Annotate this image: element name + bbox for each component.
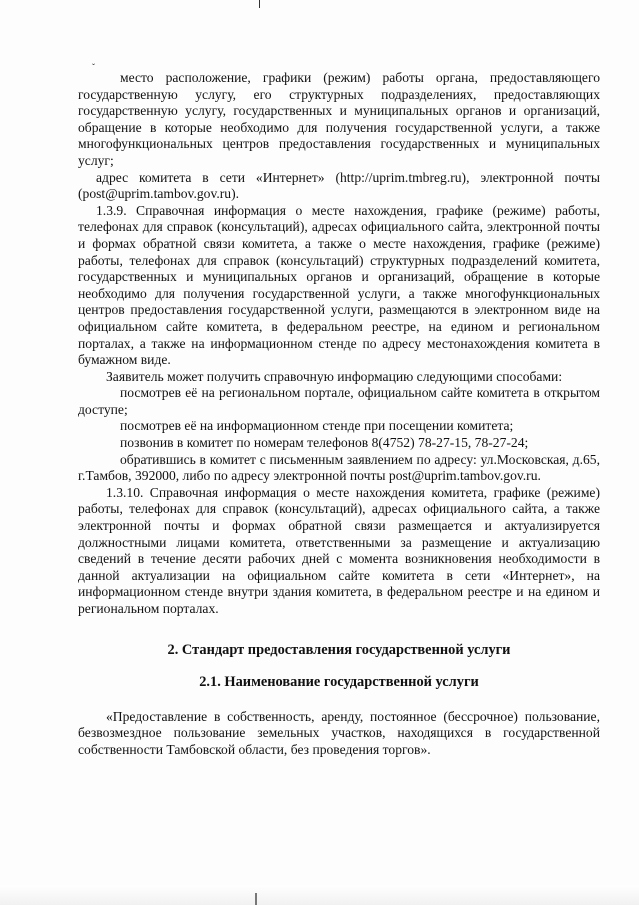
document-body [78,70,600,759]
list-item-stand: посмотрев её на информационном стенде при посещении комитета; [120,418,514,434]
list-item-phone: позвонив в комитет по номерам телефонов 8(4752) 78-27-15, 78-27-24; [120,435,529,451]
scan-speck: ˇ [92,62,95,72]
paragraph-1-3-10: 1.3.10. Справочная информация о месте нахождения комитета, графике (режиме) работы, телефонах для справок (консультаций), адресах официального сайта, а также электронной почты и формах обратной связи размещается и актуализируется должностными лицами комитета, ответственными за размещение и актуализацию сведений в течение десяти рабочих дней с момента возникновения необходимости в данной актуализации на официальном сайте комитета в сети «Интернет», на информационном стенде внутри здания комитета, в федеральном реестре и на едином и региональном порталах. [78,484,600,616]
section-heading: 2. Стандарт предоставления государственной услуги [167,641,511,658]
paragraph-applicant-methods: Заявитель может получить справочную информацию следующими способами: [106,368,563,384]
bottom-crease-mark [255,893,257,905]
paragraph-internet-address: адрес комитета в сети «Интернет» (http://uprim.tmbreg.ru), электронной почты (post@uprim.tambov.gov.ru). [78,169,600,202]
page-bottom-shadow [0,885,639,905]
paragraph-1-3-9: 1.3.9. Справочная информация о месте нахождения, графике (режиме) работы, телефонах для справок (консультаций), адресах официального сайта, электронной почты и формах обратной связи комитета, а также о месте нахождения, графике (режиме) работы, телефонах для справок (консультаций) структурных подразделений комитета, государственных и муниципальных органов и организаций, обращение в которые необходимо для получения государственной услуги, а также многофункциональных центров предоставления государственной услуги, размещаются в электронном виде на официальном сайте комитета, в федеральном реестре, на едином и региональном порталах, а также на информационном стенде по адресу местонахождения комитета в бумажном виде. [78,202,600,368]
paragraph-location-info: место расположение, графики (режим) работы органа, предоставляющего государственную услугу, его структурных подразделениях, предоставляющих государственную услугу, государственных и муниципальных органов и организаций, обращение в которые необходимо для получения государственной услуги, а также многофункциональных центров предоставления государственных и муниципальных услуг; [78,70,600,168]
subsection-heading: 2.1. Наименование государственной услуги [199,674,479,691]
service-name-paragraph: «Предоставление в собственность, аренду, постоянное (бессрочное) пользование, безвозмездное пользование земельных участков, находящихся в государственной собственности Тамбовской области, без проведения торгов». [78,708,600,757]
list-item-portal: посмотрев её на региональном портале, официальном сайте комитета в открытом доступе; [78,385,600,417]
list-item-written-request: обратившись в комитет с письменным заявлением по адресу: ул.Московская, д.65, г.Тамбов, 392000, либо по адресу электронной почты post@uprim.tambov.gov.ru. [78,451,600,484]
page-crease-mark [259,0,260,8]
